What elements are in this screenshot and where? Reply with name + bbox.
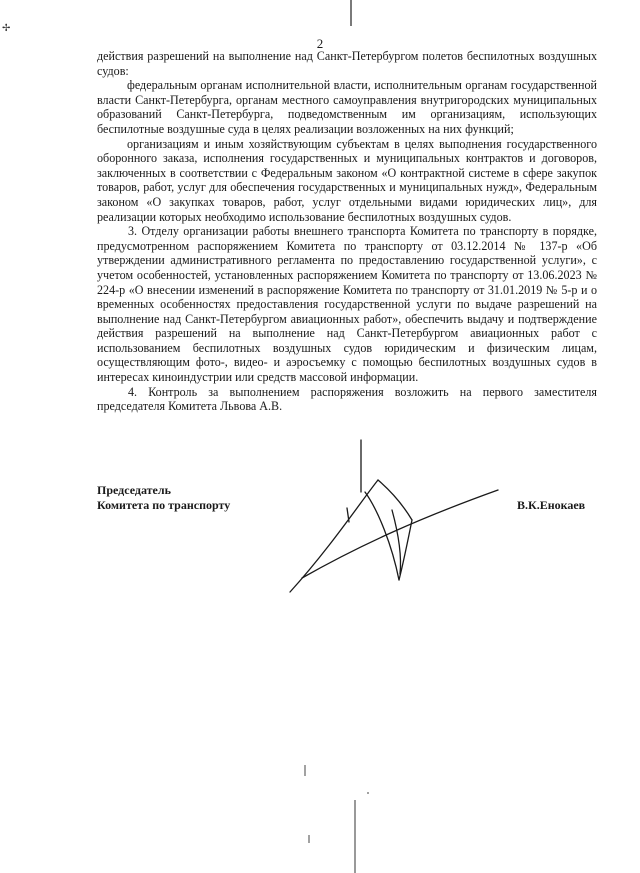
signatory-name: В.К.Енокаев — [517, 498, 586, 512]
edge-mark: ✢ — [2, 23, 11, 34]
paragraph-continuation: действия разрешений на выполнение над Санкт-Петербургом полетов беспилотных воздушных судов: — [97, 49, 597, 78]
signatory-title-line2: Комитета по транспорту — [97, 498, 231, 512]
page-number: 2 — [316, 36, 324, 51]
paragraph-organizations: организациям и иным хозяйствующим субъектам в целях выполнения государственного оборонного заказа, исполнения государственных и муниципальных контрактов и договоров, заключенных в соответствии с Федеральным законом «О контрактной системе в сфере закупок товаров, работ, услуг для обеспечения государственных и муниципальных нужд», Федеральным законом «О закупках товаров, работ, услуг отдельными видами юридических лиц», для реализации которых необходимо использование беспилотных воздушных судов. — [97, 136, 597, 224]
signatory-title-line1: Председатель — [97, 483, 171, 497]
paragraph-item-3: 3. Отделу организации работы внешнего транспорта Комитета по транспорту в порядке, предусмотренном распоряжением Комитета по транспорту от 03.12.2014 № 137-р «Об утверждении административного регламента по предоставлению государственной услуги», с учетом особенностей, установленных распоряжением Комитета по транспорту от 13.06.2023 № 224-р «О внесении изменений в распоряжение Комитета по транспорту от 31.01.2019 № 5-р и о временных особенностях предоставления государственной услуги по выдаче разрешений на выполнение над Санкт-Петербургом авиационных работ», обеспечить выдачу и подтверждение действия разрешений на выполнение над Санкт-Петербургом авиационных работ с использованием беспилотных воздушных судов юридическим и физическим лицам, осуществляющим фото-, видео- и аэросъемку с помощью беспилотных воздушных судов в интересах киноиндустрии или средств массовой информации. — [97, 224, 597, 385]
handwritten-signature — [290, 440, 498, 592]
paragraph-item-4: 4. Контроль за выполнением распоряжения возложить на первого заместителя председателя Комитета Львова А.В. — [97, 384, 597, 414]
paragraph-federal-bodies: федеральным органам исполнительной власти, исполнительным органам государственной власти Санкт-Петербурга, органам местного самоуправления внутригородских муниципальных образований Санкт-Петербурга, подведомственным им организациям, использующих беспилотные воздушные суда в целях реализации возложенных на них функций; — [97, 78, 597, 136]
